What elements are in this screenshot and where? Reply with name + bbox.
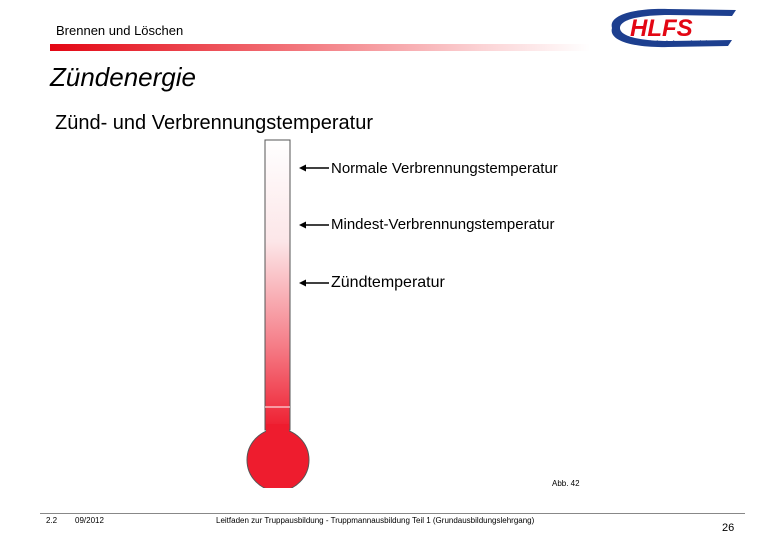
logo-text: HLFS xyxy=(630,15,693,42)
label-normal-combustion-temp: Normale Verbrennungstemperatur xyxy=(331,160,558,177)
arrow-icon xyxy=(299,220,329,230)
footer-divider xyxy=(40,513,745,514)
footer-document-title: Leitfaden zur Truppausbildung - Truppmannausbildung Teil 1 (Grundausbildungslehrgang) xyxy=(216,516,535,525)
label-ignition-temp: Zündtemperatur xyxy=(331,274,445,291)
page-number: 26 xyxy=(722,522,735,534)
thermometer-tube xyxy=(265,140,290,430)
arrow-icon xyxy=(299,163,329,173)
footer-section: 2.2 xyxy=(46,516,58,525)
logo-subtext: Hessische Landesfeuerwehrschule xyxy=(632,40,710,46)
hlfs-logo xyxy=(598,6,738,50)
header-title: Brennen und Löschen xyxy=(56,23,184,38)
header-divider-bar xyxy=(50,44,590,51)
label-minimum-combustion-temp: Mindest-Verbrennungstemperatur xyxy=(331,216,555,233)
footer-date: 09/2012 xyxy=(75,516,104,525)
page-title: Zündenergie xyxy=(50,62,196,92)
page-subtitle: Zünd- und Verbrennungstemperatur xyxy=(55,112,373,134)
arrow-icon xyxy=(299,278,329,288)
figure-caption: Abb. 42 xyxy=(552,479,580,488)
thermometer xyxy=(240,138,320,488)
thermometer-bulb xyxy=(247,429,309,488)
